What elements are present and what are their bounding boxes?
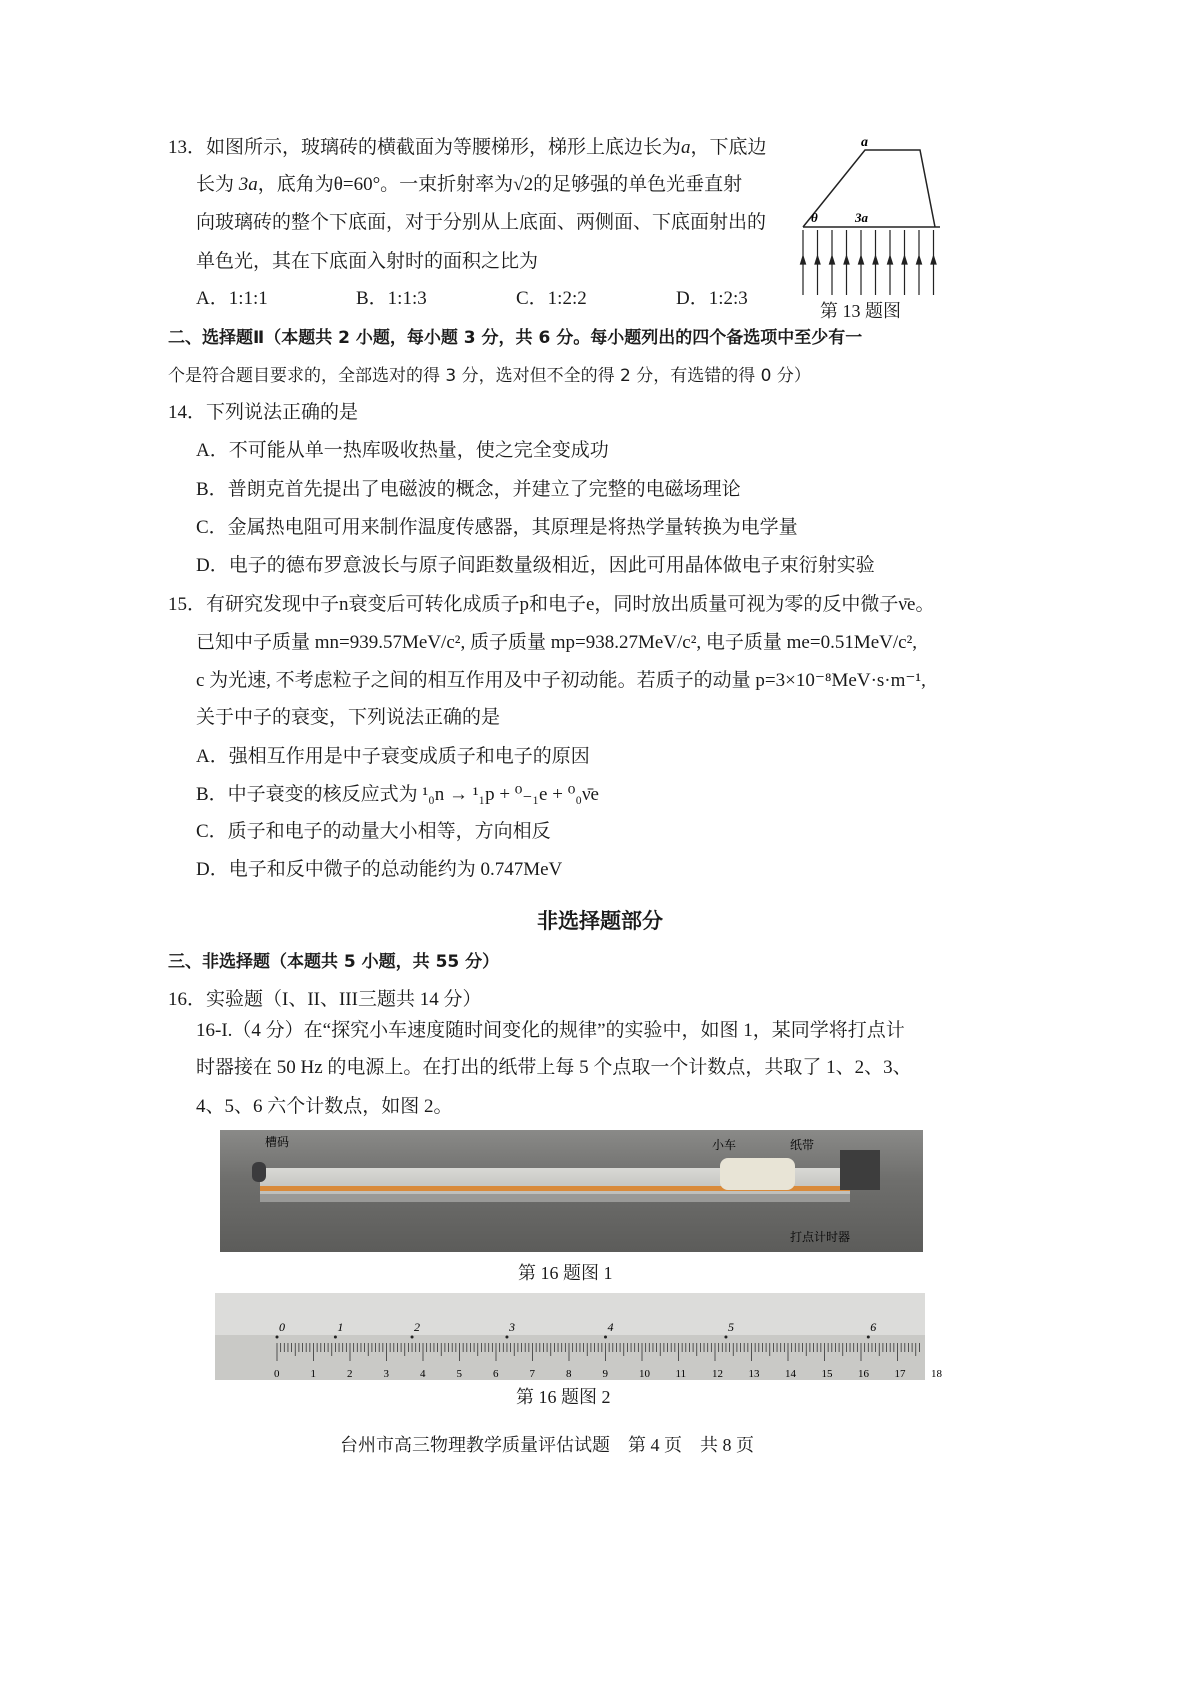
q14-option-b[interactable]: B．普朗克首先提出了电磁波的概念，并建立了完整的电磁场理论 <box>196 479 741 500</box>
q15-option-b[interactable]: B．中子衰变的核反应式为 ¹₀n → ¹₁p + ⁰₋₁e + ⁰₀ν̄e <box>196 784 599 805</box>
tape-dot <box>724 1336 727 1339</box>
ray-arrow-icon <box>859 256 864 264</box>
q15-option-a[interactable]: A．强相互作用是中子衰变成质子和电子的原因 <box>196 746 590 767</box>
label-cart: 小车 <box>712 1138 737 1152</box>
label-timer: 打点计时器 <box>790 1230 851 1244</box>
section-2-instructions: 个是符合题目要求的，全部选对的得 3 分，选对但不全的得 2 分，有选错的得 0 分） <box>168 366 811 386</box>
ruler-number: 15 <box>821 1368 833 1380</box>
q15-line-1: 15．有研究发现中子n衰变后可转化成质子p和电子e，同时放出质量可视为零的反中微子ν̄e。 <box>168 594 935 615</box>
label-hook-weights: 槽码 <box>265 1135 290 1149</box>
q16-stem: 16．实验题（I、II、III三题共 14 分） <box>168 989 482 1010</box>
ruler-number: 9 <box>602 1368 608 1380</box>
ray-arrow-icon <box>844 256 849 264</box>
ray-arrow-icon <box>902 256 907 264</box>
q16-line-3: 4、5、6 六个计数点，如图 2。 <box>196 1096 453 1117</box>
tape-count-mark: 4 <box>607 1320 614 1334</box>
ray-arrow-icon <box>888 256 893 264</box>
svg-text:θ: θ <box>811 210 818 225</box>
q13-line-1: 13．如图所示，玻璃砖的横截面为等腰梯形，梯形上底边长为a，下底边 <box>168 137 767 158</box>
q13-line-2: 长为 3a，底角为θ=60°。一束折射率为√2的足够强的单色光垂直射 <box>196 174 743 195</box>
q14-stem: 14．下列说法正确的是 <box>168 402 359 423</box>
q14-option-d[interactable]: D．电子的德布罗意波长与原子间距数量级相近，因此可用晶体做电子束衍射实验 <box>196 555 875 576</box>
tape-dot <box>276 1336 279 1339</box>
tape-dot <box>411 1336 414 1339</box>
svg-text:3a: 3a <box>855 210 868 225</box>
ray-arrow-icon <box>815 256 820 264</box>
ray-arrow-icon <box>917 256 922 264</box>
q13-line-3: 向玻璃砖的整个下底面，对于分别从上底面、两侧面、下底面射出的 <box>196 212 767 233</box>
q13-line-4: 单色光，其在下底面入射时的面积之比为 <box>196 251 539 272</box>
tape-dot <box>867 1336 870 1339</box>
tape-count-mark: 6 <box>870 1320 877 1334</box>
ray-arrow-icon <box>801 256 806 264</box>
q16-line-1: 16-I.（4 分）在“探究小车速度随时间变化的规律”的实验中，如图 1，某同学将打点计 <box>196 1020 905 1041</box>
q14-option-a[interactable]: A．不可能从单一热库吸收热量，使之完全变成功 <box>196 440 609 461</box>
ruler-number: 16 <box>858 1368 869 1380</box>
ruler-number: 8 <box>566 1368 572 1380</box>
tape-count-mark: 3 <box>508 1320 515 1334</box>
q16-figure-1-caption: 第 16 题图 1 <box>518 1263 613 1283</box>
q13-trapezoid-figure <box>795 130 945 300</box>
q15-line-3: c 为光速, 不考虑粒子之间的相互作用及中子初动能。若质子的动量 p=3×10⁻⁸MeV·s·m⁻¹, <box>196 670 926 691</box>
ray-arrow-icon <box>931 256 936 264</box>
q13-option-a[interactable]: A．1:1:1 <box>196 288 268 309</box>
ruler-number: 14 <box>785 1368 796 1380</box>
ray-arrow-icon <box>830 256 835 264</box>
q13-options <box>196 287 836 311</box>
ruler-number: 0 <box>274 1368 280 1380</box>
q14-option-c[interactable]: C．金属热电阻可用来制作温度传感器，其原理是将热学量转换为电学量 <box>196 517 798 538</box>
part-title: 非选择题部分 <box>537 909 663 933</box>
ruler-number: 10 <box>639 1368 650 1380</box>
ruler-number: 3 <box>383 1368 389 1380</box>
label-paper-tape: 纸带 <box>790 1138 815 1152</box>
ruler-number: 4 <box>420 1368 426 1380</box>
tape-dot <box>334 1336 337 1339</box>
section-2-heading: 二、选择题Ⅱ（本题共 2 小题，每小题 3 分，共 6 分。每小题列出的四个备选项中至少有一 <box>168 328 863 348</box>
ruler-number: 2 <box>347 1368 353 1380</box>
tape-count-mark: 1 <box>337 1320 344 1334</box>
q16-figure-2-caption: 第 16 题图 2 <box>516 1387 611 1407</box>
q15-line-2: 已知中子质量 mn=939.57MeV/c², 质子质量 mp=938.27MeV/c², 电子质量 me=0.51MeV/c², <box>196 632 918 653</box>
q16-line-2: 时器接在 50 Hz 的电源上。在打出的纸带上每 5 个点取一个计数点，共取了 1、2、3、 <box>196 1057 912 1078</box>
q16-figure-2-photo <box>215 1293 942 1380</box>
ruler-number: 7 <box>529 1368 535 1380</box>
q16-figure-1-photo <box>220 1130 923 1252</box>
ruler-number: 17 <box>894 1368 906 1380</box>
q13-figure-caption: 第 13 题图 <box>820 301 901 321</box>
q15-option-d[interactable]: D．电子和反中微子的总动能约为 0.747MeV <box>196 859 563 880</box>
ruler-number: 5 <box>456 1368 462 1380</box>
page-footer: 台州市高三物理教学质量评估试题 第 4 页 共 8 页 <box>340 1435 754 1455</box>
ray-arrow-icon <box>873 256 878 264</box>
tape-count-mark: 5 <box>727 1320 734 1334</box>
ruler-number: 18 <box>931 1368 942 1380</box>
q13-option-b[interactable]: B．1:1:3 <box>356 288 427 309</box>
tape-count-mark: 2 <box>414 1320 421 1334</box>
q15-option-c[interactable]: C．质子和电子的动量大小相等，方向相反 <box>196 821 551 842</box>
tape-count-mark: 0 <box>279 1320 285 1334</box>
tape-dot <box>604 1336 607 1339</box>
q13-option-c[interactable]: C．1:2:2 <box>516 288 587 309</box>
section-3-heading: 三、非选择题（本题共 5 小题，共 55 分） <box>168 952 500 972</box>
ruler-number: 13 <box>748 1368 760 1380</box>
svg-text:a: a <box>861 135 868 150</box>
ruler-number: 11 <box>675 1368 687 1380</box>
tape-dot <box>505 1336 508 1339</box>
ruler-number: 1 <box>310 1368 316 1380</box>
q13-option-d[interactable]: D．1:2:3 <box>676 288 748 309</box>
q15-line-4: 关于中子的衰变，下列说法正确的是 <box>196 707 501 728</box>
ruler-number: 6 <box>493 1368 499 1380</box>
ruler-number: 12 <box>712 1368 723 1380</box>
